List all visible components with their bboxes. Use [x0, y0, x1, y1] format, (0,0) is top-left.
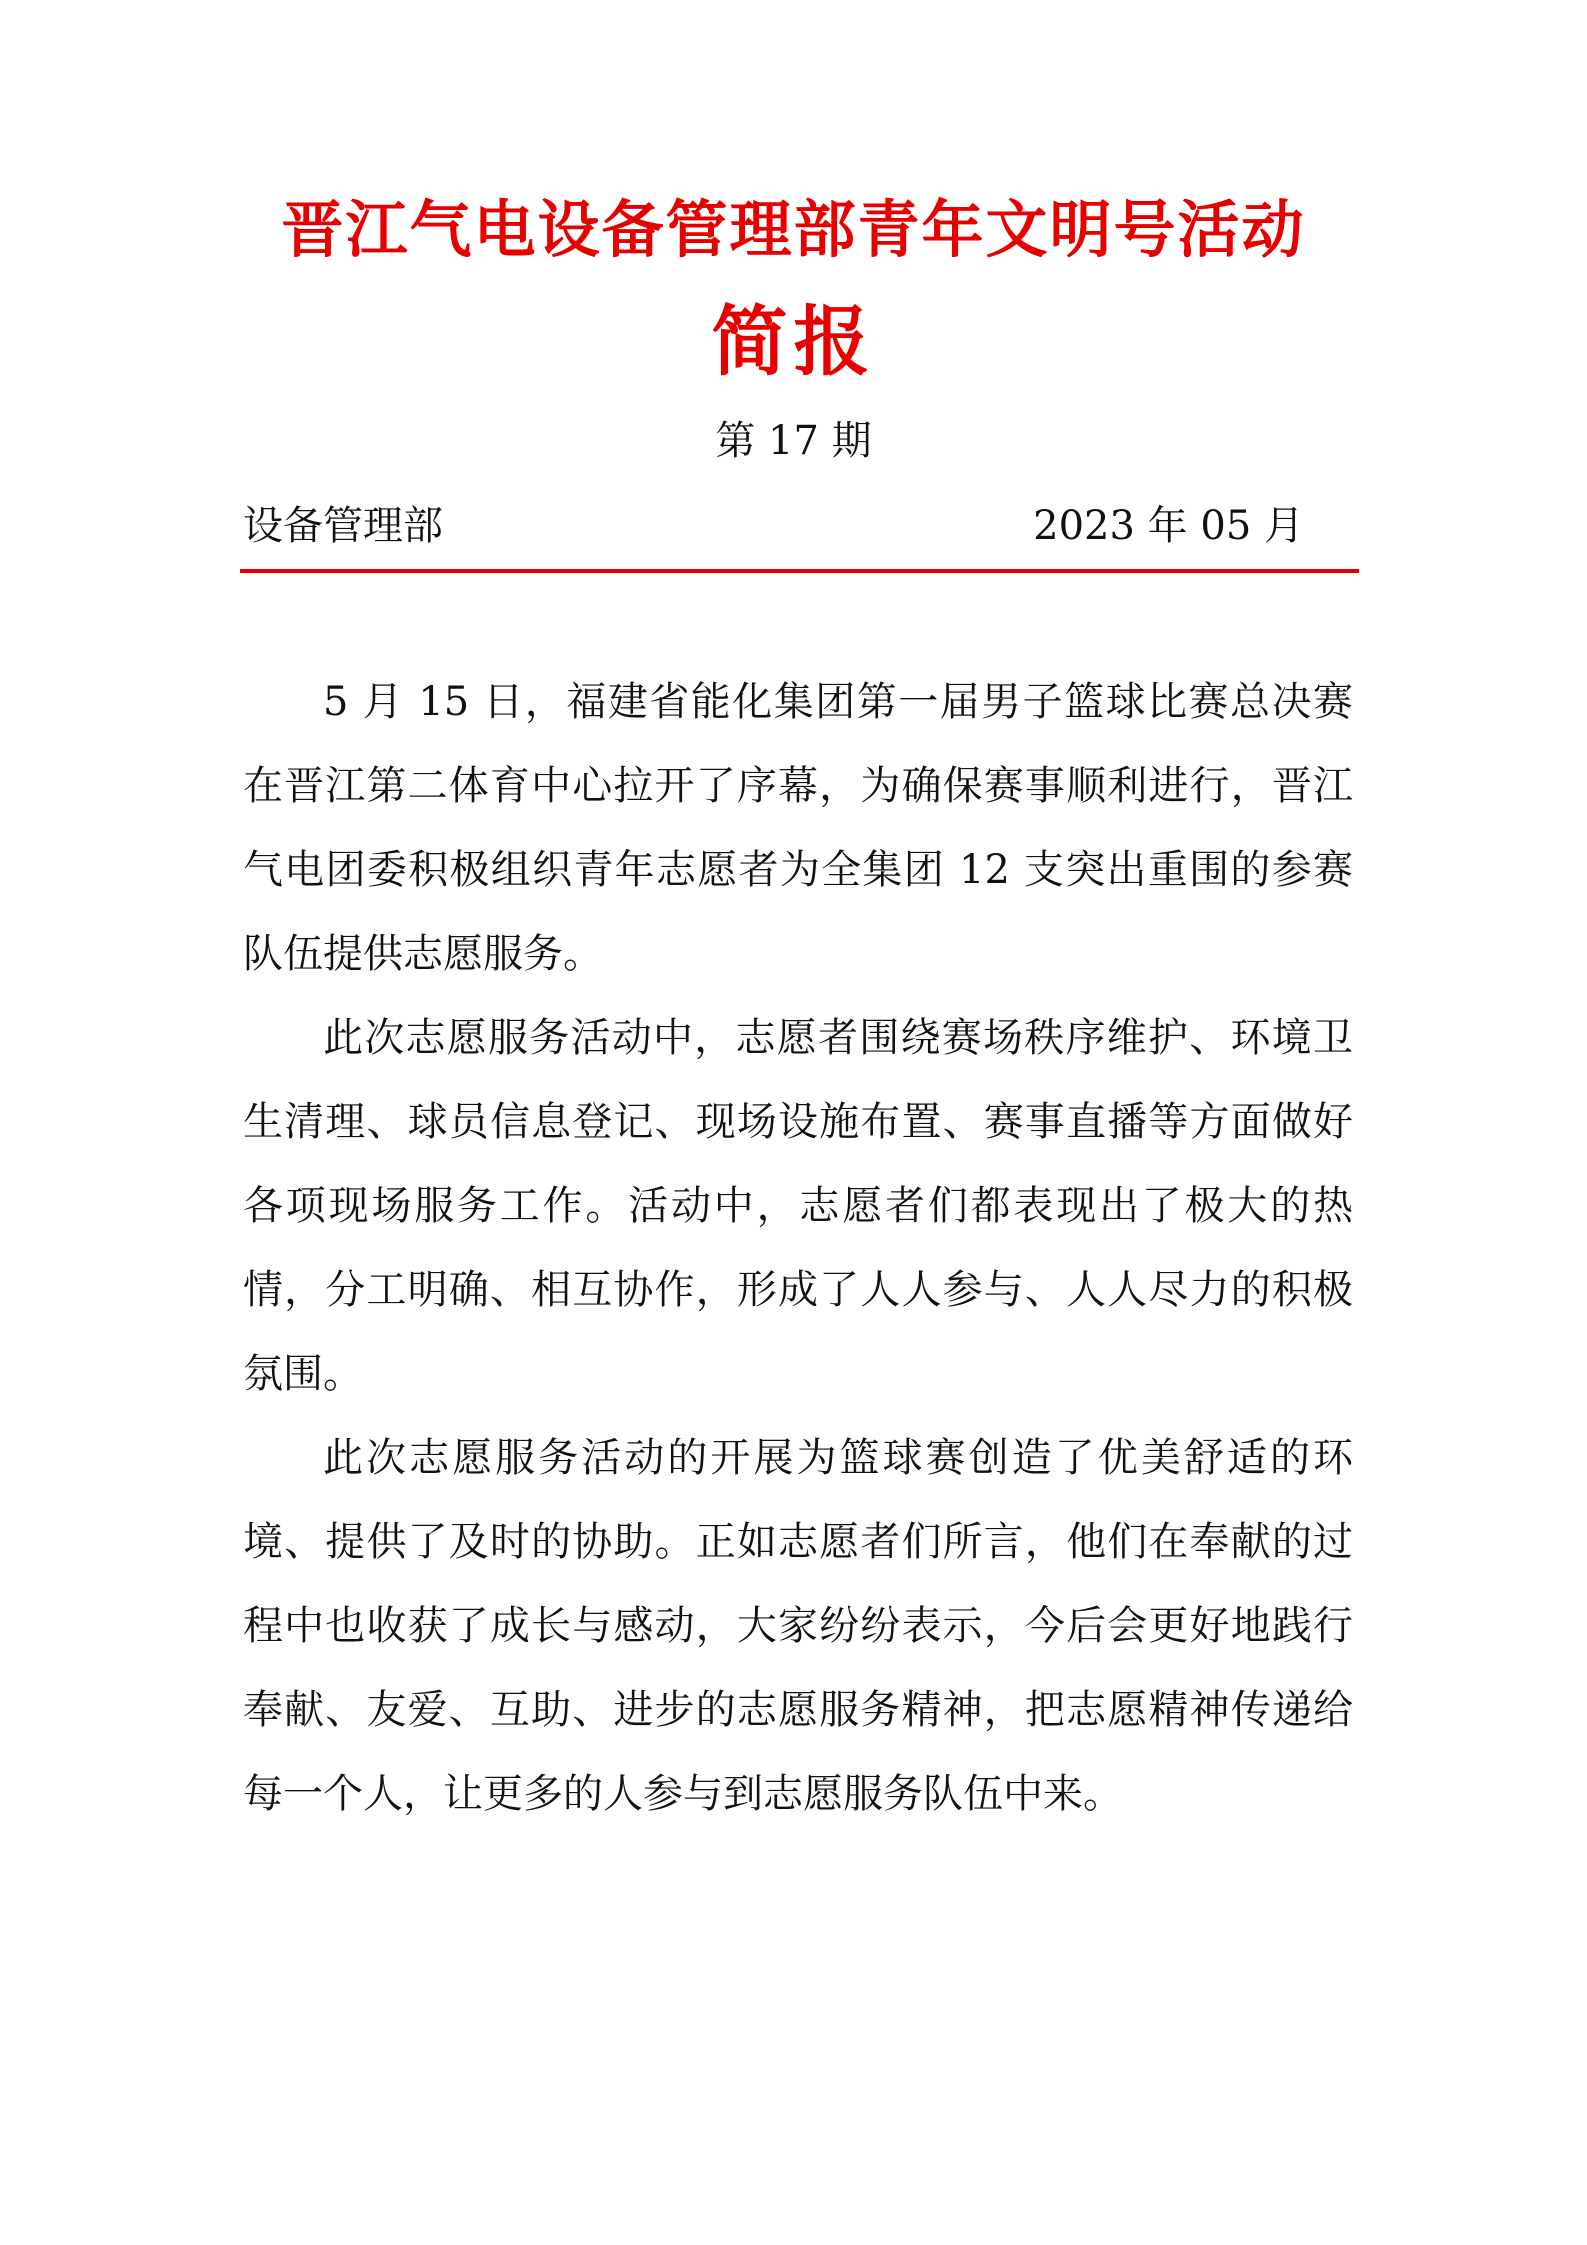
department-name: 设备管理部 — [243, 503, 443, 549]
bulletin-subtitle: 简报 — [711, 297, 876, 386]
body-paragraph: 5 月 15 日，福建省能化集团第一届男子篮球比赛总决赛在晋江第二体育中心拉开了序幕，为确保赛事顺利进行，晋江气电团委积极组织青年志愿者为全集团 12 支突出重围的参赛队伍提供志愿服务。 — [243, 679, 1353, 977]
body-paragraph: 此次志愿服务活动中，志愿者围绕赛场秩序维护、环境卫生清理、球员信息登记、现场设施布置、赛事直播等方面做好各项现场服务工作。活动中，志愿者们都表现出了极大的热情，分工明确、相互协作，形成了人人参与、人人尽力的积极氛围。 — [243, 1015, 1353, 1397]
issue-date: 2023 年 05 月 — [1033, 503, 1304, 549]
issue-number: 第 17 期 — [715, 418, 872, 464]
bulletin-title: 晋江气电设备管理部青年文明号活动 — [281, 193, 1306, 266]
bulletin-body — [243, 660, 1353, 1836]
body-paragraph: 此次志愿服务活动的开展为篮球赛创造了优美舒适的环境、提供了及时的协助。正如志愿者们所言，他们在奉献的过程中也收获了成长与感动，大家纷纷表示，今后会更好地践行奉献、友爱、互助、进步的志愿服务精神，把志愿精神传递给每一个人，让更多的人参与到志愿服务队伍中来。 — [243, 1435, 1353, 1817]
header-divider — [240, 569, 1359, 573]
